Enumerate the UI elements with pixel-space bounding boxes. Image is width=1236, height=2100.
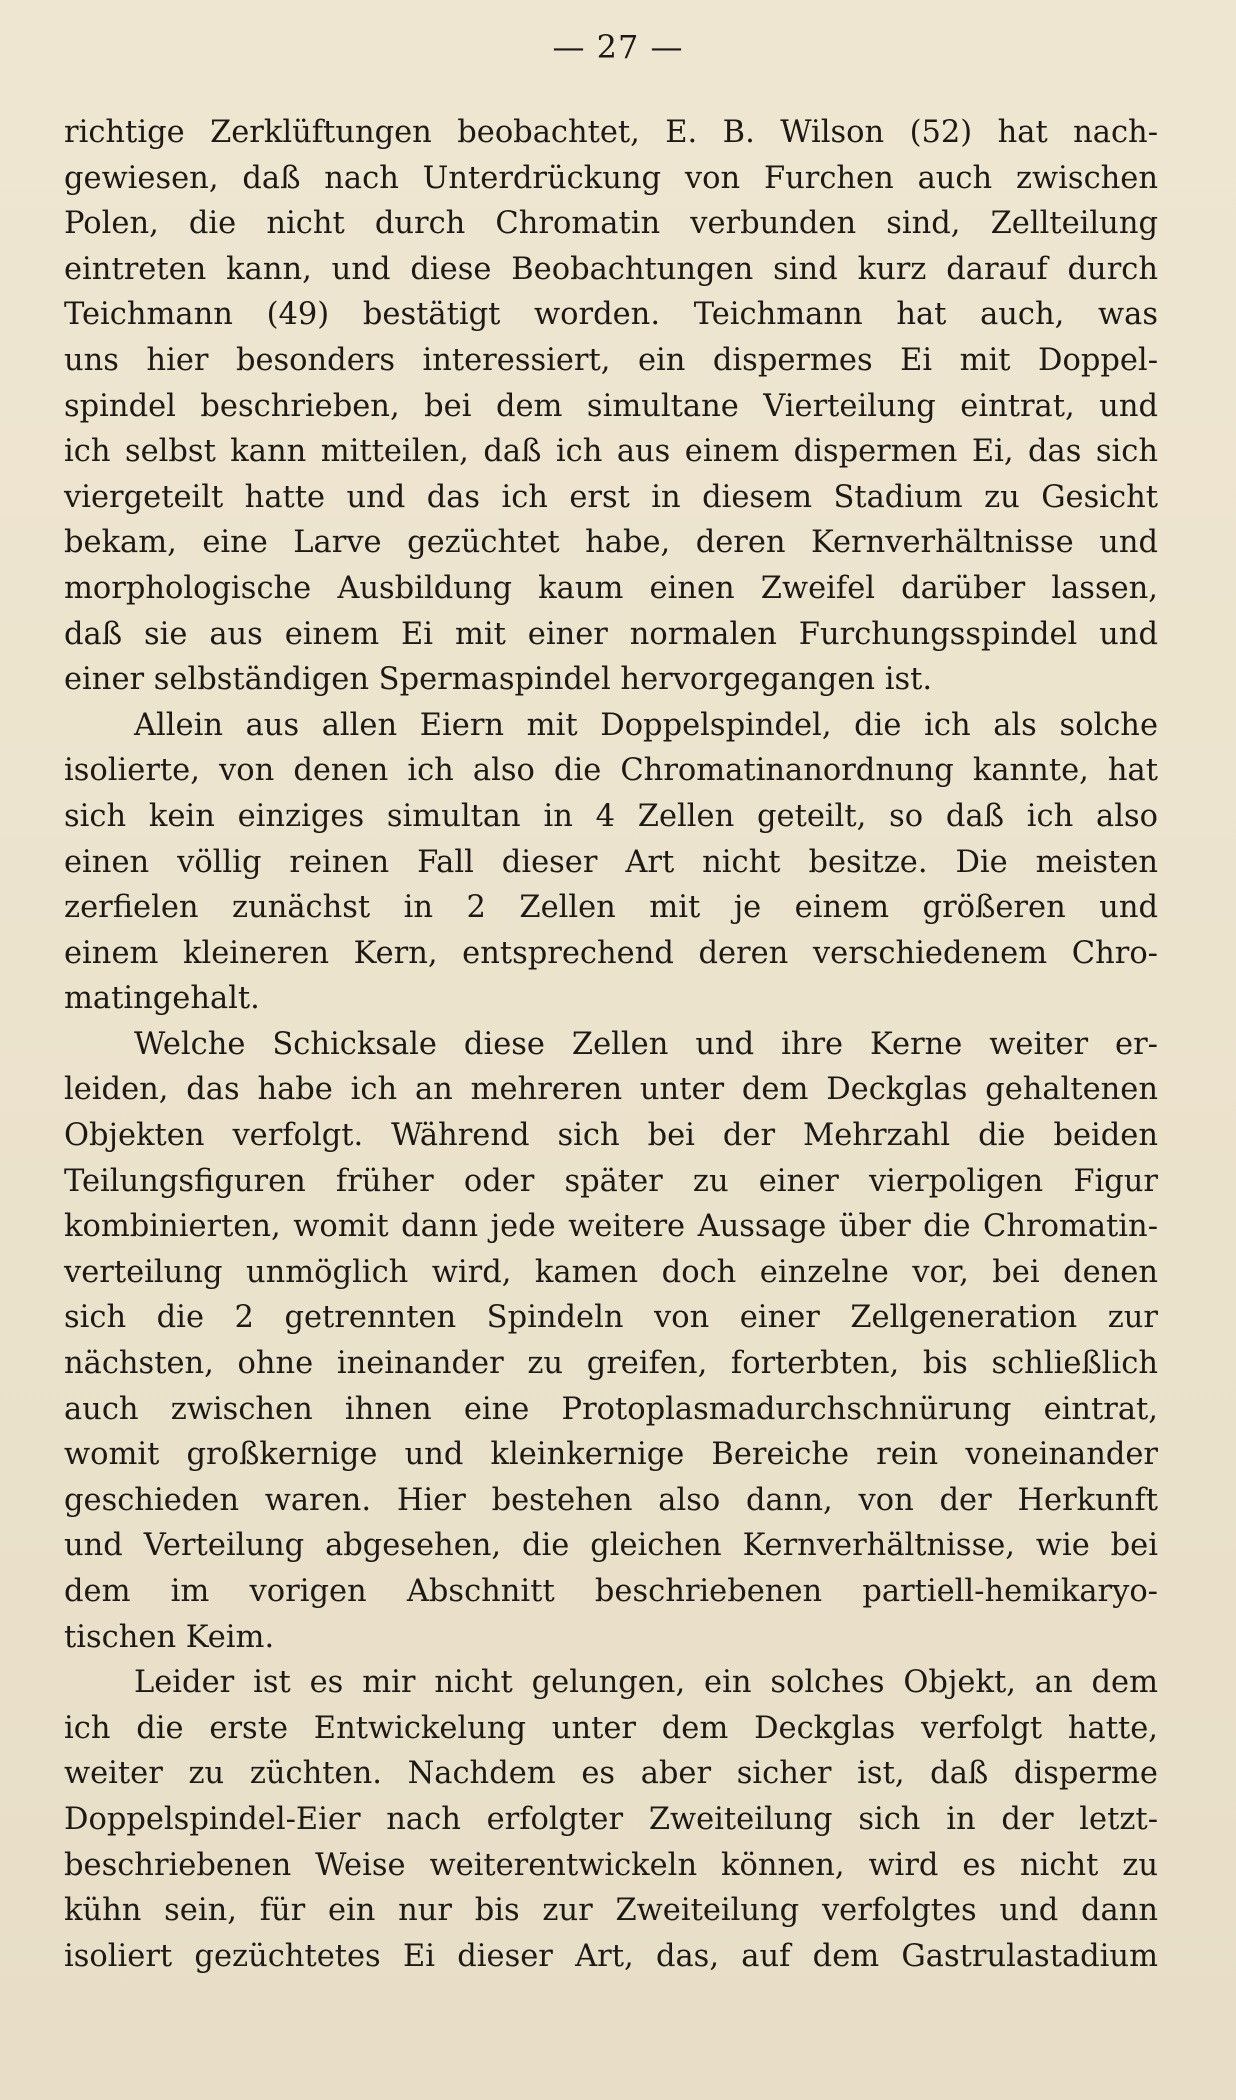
text-line: Allein aus allen Eiern mit Doppelspindel, die ich als solche: [134, 707, 1158, 743]
text-line: beschriebenen Weise weiterentwickeln können, wird es nicht zu: [64, 1847, 1158, 1883]
text-line: einer selbständigen Spermaspindel hervorgegangen ist.: [64, 662, 933, 698]
text-line: kühn sein, für ein nur bis zur Zweiteilung verfolgtes und dann: [64, 1893, 1158, 1929]
text-line: viergeteilt hatte und das ich erst in diesem Stadium zu Gesicht: [64, 479, 1158, 515]
text-line: einem kleineren Kern, entsprechend deren verschiedenem Chro-: [64, 935, 1158, 971]
text-line: isolierte, von denen ich also die Chromatinanordnung kannte, hat: [64, 753, 1158, 789]
body-text: [64, 110, 1158, 1979]
text-line: geschieden waren. Hier bestehen also dann, von der Herkunft: [64, 1482, 1158, 1518]
text-line: daß sie aus einem Ei mit einer normalen Furchungsspindel und: [64, 616, 1158, 652]
text-line: eintreten kann, und diese Beobachtungen sind kurz darauf durch: [64, 251, 1158, 287]
text-line: bekam, eine Larve gezüchtet habe, deren Kernverhältnisse und: [64, 525, 1158, 561]
text-line: weiter zu züchten. Nachdem es aber sicher ist, daß disperme: [64, 1756, 1158, 1792]
text-line: nächsten, ohne ineinander zu greifen, forterbten, bis schließlich: [64, 1346, 1158, 1382]
text-line: spindel beschrieben, bei dem simultane Vierteilung eintrat, und: [64, 388, 1158, 424]
text-line: Teichmann (49) bestätigt worden. Teichmann hat auch, was: [64, 297, 1158, 333]
text-line: leiden, das habe ich an mehreren unter dem Deckglas gehaltenen: [64, 1072, 1158, 1108]
text-line: womit großkernige und kleinkernige Bereiche rein voneinander: [64, 1437, 1158, 1473]
text-line: ich selbst kann mitteilen, daß ich aus einem dispermen Ei, das sich: [64, 434, 1158, 470]
text-line: matingehalt.: [64, 981, 260, 1017]
text-line: tischen Keim.: [64, 1619, 275, 1655]
paragraph-3: [64, 1022, 1158, 1660]
paragraph-2: [64, 703, 1158, 1022]
text-line: Welche Schicksale diese Zellen und ihre Kerne weiter er-: [134, 1026, 1158, 1062]
text-line: zerfielen zunächst in 2 Zellen mit je einem größeren und: [64, 890, 1158, 926]
text-line: auch zwischen ihnen eine Protoplasmadurchschnürung eintrat,: [64, 1391, 1158, 1427]
text-line: Teilungsfiguren früher oder später zu einer vierpoligen Figur: [64, 1163, 1158, 1199]
text-line: verteilung unmöglich wird, kamen doch einzelne vor, bei denen: [64, 1254, 1158, 1290]
text-line: Leider ist es mir nicht gelungen, ein solches Objekt, an dem: [134, 1665, 1158, 1701]
text-line: sich die 2 getrennten Spindeln von einer Zellgeneration zur: [64, 1300, 1158, 1336]
text-line: gewiesen, daß nach Unterdrückung von Furchen auch zwischen: [64, 160, 1158, 196]
paragraph-1: [64, 110, 1158, 703]
text-line: kombinierten, womit dann jede weitere Aussage über die Chromatin-: [64, 1209, 1158, 1245]
text-line: Objekten verfolgt. Während sich bei der Mehrzahl die beiden: [64, 1118, 1158, 1154]
text-line: Doppelspindel-Eier nach erfolgter Zweiteilung sich in der letzt-: [64, 1801, 1158, 1837]
paragraph-4: [64, 1660, 1158, 1979]
text-line: sich kein einziges simultan in 4 Zellen geteilt, so daß ich also: [64, 798, 1158, 834]
text-line: dem im vorigen Abschnitt beschriebenen partiell-hemikaryo-: [64, 1574, 1158, 1609]
text-line: morphologische Ausbildung kaum einen Zweifel darüber lassen,: [64, 570, 1158, 606]
text-line: isoliert gezüchtetes Ei dieser Art, das, auf dem Gastrulastadium: [64, 1938, 1158, 1974]
page-number: — 27 —: [552, 28, 684, 66]
text-line: ich die erste Entwickelung unter dem Deckglas verfolgt hatte,: [64, 1710, 1158, 1746]
text-line: Polen, die nicht durch Chromatin verbunden sind, Zellteilung: [64, 206, 1158, 242]
text-line: einen völlig reinen Fall dieser Art nicht besitze. Die meisten: [64, 844, 1158, 880]
text-line: uns hier besonders interessiert, ein dispermes Ei mit Doppel-: [64, 342, 1158, 378]
text-line: richtige Zerklüftungen beobachtet, E. B. Wilson (52) hat nach-: [64, 115, 1158, 150]
text-line: und Verteilung abgesehen, die gleichen Kernverhältnisse, wie bei: [64, 1528, 1158, 1564]
